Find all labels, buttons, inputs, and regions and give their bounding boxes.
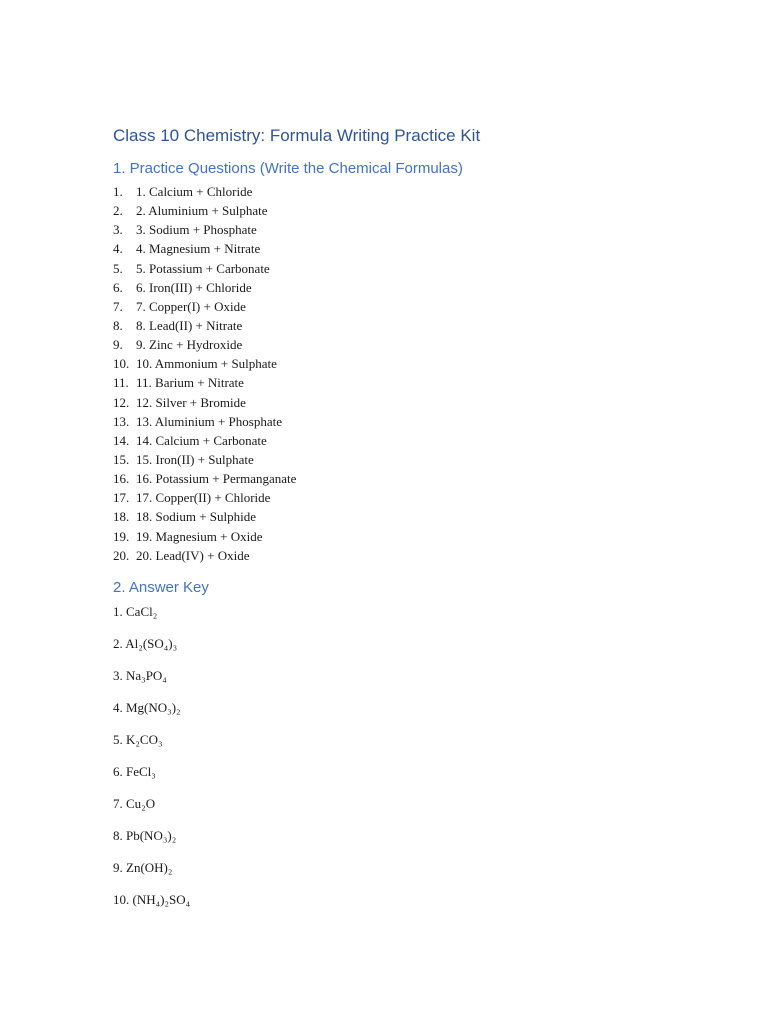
question-text: 2. Aluminium + Sulphate bbox=[136, 203, 268, 219]
question-text: 15. Iron(II) + Sulphate bbox=[136, 451, 254, 467]
answer-key-heading: 2. Answer Key bbox=[113, 578, 209, 596]
question-item bbox=[113, 412, 713, 431]
question-item bbox=[113, 297, 713, 316]
question-item bbox=[113, 259, 713, 278]
question-item bbox=[113, 182, 713, 201]
question-item bbox=[113, 373, 713, 392]
question-text: 19. Magnesium + Oxide bbox=[136, 528, 263, 544]
question-text: 17. Copper(II) + Chloride bbox=[136, 490, 271, 506]
document-title: Class 10 Chemistry: Formula Writing Practice Kit bbox=[113, 126, 481, 145]
answer-item: 2. Al₂(SO₄)₃ bbox=[113, 635, 178, 651]
question-item bbox=[113, 201, 713, 220]
question-text: 3. Sodium + Phosphate bbox=[136, 222, 257, 238]
question-item bbox=[113, 488, 713, 507]
question-number: 10. bbox=[113, 356, 130, 372]
question-number: 12. bbox=[113, 394, 130, 410]
question-text: 10. Ammonium + Sulphate bbox=[136, 356, 277, 372]
question-text: 4. Magnesium + Nitrate bbox=[136, 241, 261, 257]
question-text: 6. Iron(III) + Chloride bbox=[136, 279, 252, 295]
question-number: 17. bbox=[113, 490, 130, 506]
question-number: 16. bbox=[113, 471, 130, 487]
question-item bbox=[113, 316, 713, 335]
question-number: 4. bbox=[113, 241, 123, 257]
question-number: 3. bbox=[113, 222, 123, 238]
answer-item: 6. FeCl₃ bbox=[113, 763, 156, 779]
question-item bbox=[113, 335, 713, 354]
answer-item: 10. (NH₄)₂SO₄ bbox=[113, 891, 191, 907]
practice-question-list bbox=[113, 182, 713, 565]
question-text: 18. Sodium + Sulphide bbox=[136, 509, 257, 525]
question-text: 20. Lead(IV) + Oxide bbox=[136, 547, 250, 563]
question-number: 8. bbox=[113, 317, 123, 333]
question-item bbox=[113, 393, 713, 412]
question-item bbox=[113, 450, 713, 469]
question-item bbox=[113, 354, 713, 373]
question-number: 15. bbox=[113, 451, 130, 467]
answer-item: 7. Cu₂O bbox=[113, 795, 156, 811]
answer-item: 5. K₂CO₃ bbox=[113, 731, 163, 747]
question-item bbox=[113, 239, 713, 258]
question-item bbox=[113, 220, 713, 239]
practice-questions-heading: 1. Practice Questions (Write the Chemical Formulas) bbox=[113, 160, 463, 177]
question-number: 14. bbox=[113, 432, 130, 448]
question-text: 9. Zinc + Hydroxide bbox=[136, 337, 243, 353]
question-item bbox=[113, 546, 713, 565]
answer-item: 3. Na₃PO₄ bbox=[113, 667, 167, 683]
question-item bbox=[113, 507, 713, 526]
question-number: 9. bbox=[113, 337, 123, 353]
question-text: 12. Silver + Bromide bbox=[136, 394, 246, 410]
question-text: 11. Barium + Nitrate bbox=[136, 375, 244, 391]
question-text: 14. Calcium + Carbonate bbox=[136, 432, 267, 448]
question-item bbox=[113, 527, 713, 546]
question-text: 5. Potassium + Carbonate bbox=[136, 260, 270, 276]
question-number: 19. bbox=[113, 528, 130, 544]
question-item bbox=[113, 278, 713, 297]
answer-item: 8. Pb(NO₃)₂ bbox=[113, 827, 177, 843]
question-text: 13. Aluminium + Phosphate bbox=[136, 413, 283, 429]
answer-item: 9. Zn(OH)₂ bbox=[113, 859, 173, 875]
answer-item: 1. CaCl₂ bbox=[113, 603, 158, 619]
question-number: 20. bbox=[113, 547, 130, 563]
question-item bbox=[113, 431, 713, 450]
question-number: 18. bbox=[113, 509, 130, 525]
question-item bbox=[113, 469, 713, 488]
question-number: 7. bbox=[113, 298, 123, 314]
question-number: 11. bbox=[113, 375, 129, 391]
question-number: 5. bbox=[113, 260, 123, 276]
question-text: 7. Copper(I) + Oxide bbox=[136, 298, 246, 314]
question-number: 2. bbox=[113, 203, 123, 219]
question-number: 1. bbox=[113, 184, 123, 199]
document-page bbox=[113, 124, 713, 922]
question-text: 1. Calcium + Chloride bbox=[136, 184, 253, 199]
question-text: 16. Potassium + Permanganate bbox=[136, 471, 297, 487]
question-text: 8. Lead(II) + Nitrate bbox=[136, 317, 243, 333]
question-number: 6. bbox=[113, 279, 123, 295]
answer-key-list bbox=[113, 602, 713, 922]
answer-item: 4. Mg(NO₃)₂ bbox=[113, 699, 181, 715]
question-number: 13. bbox=[113, 413, 130, 429]
